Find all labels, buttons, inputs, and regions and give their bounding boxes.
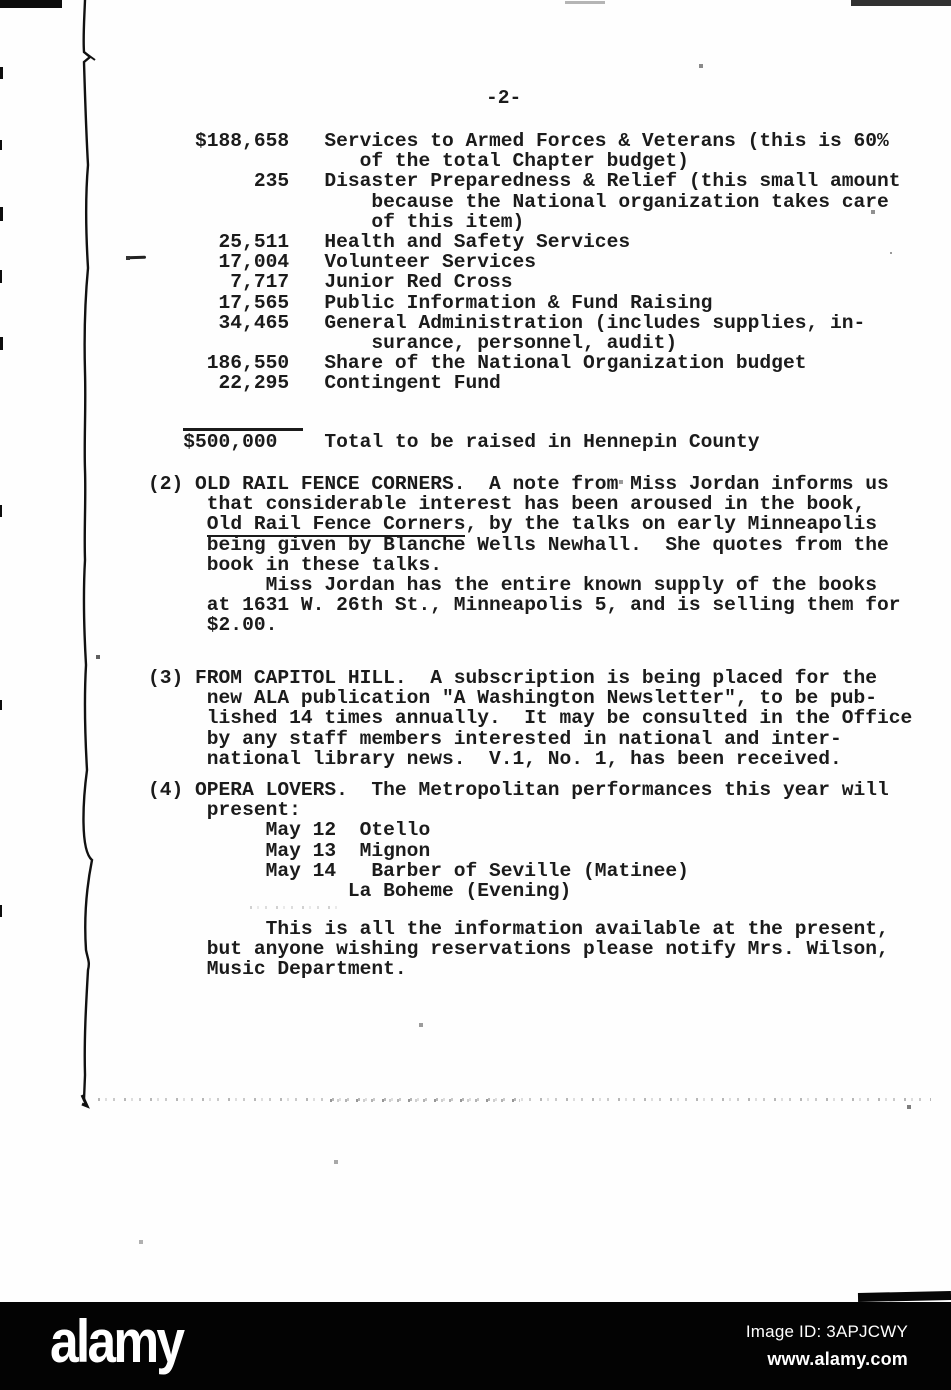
alamy-logo: alamy (50, 1307, 183, 1376)
text-line: (2) OLD RAIL FENCE CORNERS. A note from Miss Jordan informs us (148, 473, 889, 495)
scan-edge-mark (851, 0, 951, 6)
scan-edge-mark (0, 67, 3, 79)
scan-edge-mark (0, 505, 2, 517)
scan-edge-mark (0, 140, 2, 150)
scan-edge-mark (565, 1, 605, 4)
text-line: This is all the information available at the present, (148, 918, 889, 940)
text-segment (148, 431, 183, 453)
text-line: being given by Blanche Wells Newhall. She quotes from the (148, 533, 889, 556)
text-line: 34,465 General Administration (includes supplies, in- (148, 311, 866, 334)
text-line: 7,717 Junior Red Cross (148, 271, 513, 294)
scan-edge-mark (0, 905, 2, 917)
alamy-url-text: www.alamy.com (767, 1349, 908, 1369)
watermark-info (508, 1322, 908, 1370)
text-line: 17,004 Volunteer Services (148, 251, 537, 274)
binding-crease-mark (0, 0, 120, 1120)
text-line: present: (148, 799, 301, 822)
text-line: May 13 Mignon (148, 839, 431, 862)
scan-noise-specks (0, 0, 2, 2)
text-line: 22,295 Contingent Fund (148, 372, 501, 395)
text-line: because the National organization takes care (148, 190, 889, 213)
text-line: but anyone wishing reservations please notify Mrs. Wilson, (148, 938, 889, 961)
budget-table (148, 131, 901, 394)
smudge-line (250, 906, 337, 909)
scan-edge-mark (0, 0, 62, 8)
section-opera-lovers (148, 780, 889, 901)
page-number: -2- (486, 87, 522, 109)
text-line: lished 14 times annually. It may be consulted in the Office (148, 707, 913, 730)
text-line (148, 514, 901, 534)
section-from-capitol-hill (148, 668, 912, 769)
text-line: by any staff members interested in national and inter- (148, 727, 842, 750)
underlined-text: Old Rail Fence Corners (206, 513, 466, 536)
smudge-line (330, 1099, 520, 1102)
scan-edge-mark (0, 270, 2, 283)
text-line: La Boheme (Evening) (148, 880, 572, 903)
scan-edge-mark (0, 337, 3, 350)
text-line: (3) FROM CAPITOL HILL. A subscription is being placed for the (148, 667, 878, 689)
text-line: 235 Disaster Preparedness & Relief (this small amount (148, 170, 901, 193)
text-line (148, 432, 759, 452)
text-line: of this item) (148, 210, 525, 233)
text-line: surance, personnel, audit) (148, 332, 678, 355)
scan-edge-mark (0, 700, 2, 710)
budget-total-row (148, 432, 759, 452)
text-segment: Total to be raised in Hennepin County (324, 431, 760, 453)
text-segment (148, 513, 207, 535)
stray-pen-dash (126, 256, 146, 260)
text-line: 17,565 Public Information & Fund Raising (148, 291, 713, 314)
text-line: Miss Jordan has the entire known supply of the books (148, 574, 878, 597)
text-line: at 1631 W. 26th St., Minneapolis 5, and is selling them for (148, 594, 901, 617)
text-line: 186,550 Share of the National Organization budget (148, 352, 807, 375)
text-line: Music Department. (148, 958, 407, 981)
text-line: new ALA publication "A Washington Newsletter", to be pub- (148, 687, 878, 710)
scan-edge-mark (858, 1291, 951, 1302)
text-line: of the total Chapter budget) (148, 150, 689, 173)
text-segment (277, 431, 324, 453)
closing-paragraph (148, 919, 889, 980)
text-line: May 12 Otello (148, 819, 431, 842)
text-line: (4) OPERA LOVERS. The Metropolitan performances this year will (148, 779, 889, 801)
text-line: $188,658 Services to Armed Forces & Veterans (this is 60% (148, 130, 889, 152)
section-old-rail-fence-corners (148, 474, 901, 636)
image-id-text: Image ID: 3APJCWY (745, 1322, 908, 1341)
scan-edge-mark (0, 207, 3, 221)
sum-rule-amount: $500,000 (183, 428, 303, 453)
text-line: that considerable interest has been aroused in the book, (148, 493, 866, 516)
text-line: 25,511 Health and Safety Services (148, 231, 631, 254)
text-line: $2.00. (148, 614, 278, 637)
text-segment: , by the talks on early Minneapolis (465, 513, 878, 536)
text-line: book in these talks. (148, 553, 442, 576)
text-line: national library news. V.1, No. 1, has been received. (148, 747, 842, 770)
text-line: May 14 Barber of Seville (Matinee) (148, 859, 689, 882)
